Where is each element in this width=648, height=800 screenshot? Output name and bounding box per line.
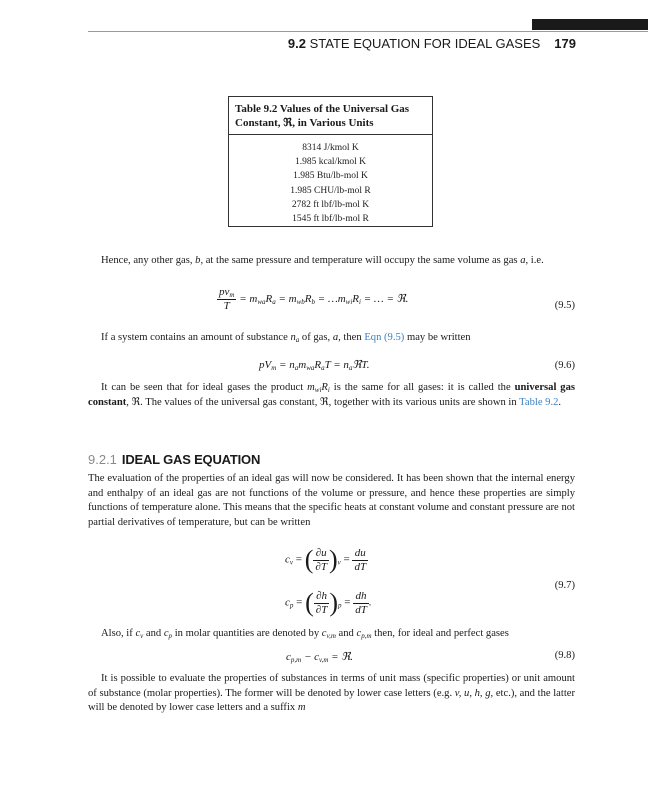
math: c: [163, 628, 169, 639]
paragraph: [88, 381, 575, 410]
math: = m: [275, 293, 297, 306]
math: v,m: [319, 656, 329, 664]
math: m: [229, 291, 235, 299]
math: c: [286, 651, 291, 663]
math: c: [356, 628, 362, 639]
math: i: [359, 298, 361, 307]
math: = ℜ.: [328, 651, 354, 663]
header-section-number: 9.2: [287, 36, 306, 51]
math: du: [352, 547, 368, 561]
text: etc.), and the latter will be denoted by lower case letters and a suffix: [88, 687, 575, 713]
eqn-9-5-link[interactable]: Eqn (9.5): [364, 332, 405, 343]
table-row: 8314 J/kmol K: [302, 143, 359, 153]
math: v: [140, 632, 144, 640]
math: = m: [239, 293, 258, 306]
text: .: [558, 396, 562, 408]
math: ∂T: [315, 603, 328, 616]
table-row: 1545 ft lbf/lb-mol R: [292, 214, 369, 225]
text: Hence, any other gas,: [101, 255, 196, 266]
text: and: [335, 628, 357, 639]
header-rule: [88, 31, 648, 32]
table-9-2: [228, 96, 433, 227]
table-row: 1.985 kcal/kmol K: [295, 157, 366, 168]
math: m: [297, 702, 306, 713]
math: m: [271, 364, 277, 372]
math: ∂h: [314, 590, 330, 604]
math: p: [338, 601, 342, 610]
math: v: [289, 558, 293, 567]
text: of gas,: [299, 332, 333, 343]
text: Also, if: [101, 628, 136, 639]
table-row: 2782 ft lbf/lb-mol K: [291, 199, 370, 210]
text: in molar quantities are denoted by: [172, 628, 322, 639]
math: ∂u: [313, 547, 329, 561]
math: R: [314, 359, 322, 371]
math: T = n: [324, 359, 349, 371]
text: It can be seen that for ideal gases the product: [101, 382, 308, 393]
table-title-line: Table 9.2 Values of the Universal Gas: [235, 103, 410, 115]
section-number: 9.2.1: [88, 452, 117, 467]
math: a: [348, 364, 353, 372]
equation-9-8: [286, 650, 353, 663]
math: a: [295, 336, 300, 344]
math: dT: [354, 560, 367, 573]
math: = …m: [315, 293, 346, 306]
text: If a system contains an amount of substance: [101, 332, 291, 343]
math: R: [265, 293, 273, 306]
math: a,: [332, 332, 341, 343]
table-rows: [229, 135, 432, 226]
math: v: [337, 558, 341, 567]
text: may be written: [404, 332, 471, 343]
math: m: [307, 382, 315, 393]
math: wi: [345, 298, 353, 307]
math: = n: [276, 359, 295, 371]
math: p,m: [361, 632, 372, 640]
paragraph: [88, 331, 575, 346]
table-9-2-link[interactable]: Table 9.2: [519, 396, 559, 408]
text: , at the same pressure and temperature will occupy the same volume as gas: [200, 255, 521, 266]
equation-9-7-cp: $c_p$ = ( $\frac{\partial h}{\partial T}$ )$_p$ = $\frac{dh}{dT}$ .: [285, 588, 372, 617]
math: ∂T: [315, 560, 327, 573]
table-row: 1.985 CHU/lb-mol R: [290, 185, 371, 196]
paragraph: [88, 627, 575, 642]
math: pV: [259, 359, 272, 371]
equation-number: (9.8): [554, 650, 575, 661]
text: It is possible to evaluate the properties of substances in terms of unit mass (specific properties) or unit amount of substance (molar properties). The former will be denoted by lower case letters (e.g.: [88, 673, 575, 699]
math: T: [223, 300, 230, 312]
paragraph: The evaluation of the properties of an ideal gas will now be considered. It has been shown that the internal energy and enthalpy of an ideal gas are not functions of the volume or pressure, and hence these properties are simply functions of temperature alone. This means that the specific heats at constant volume and constant pressure are not partial derivatives of temperature, but can be written: [88, 473, 575, 528]
math: b: [195, 255, 201, 266]
math: c: [285, 596, 290, 609]
math: n: [290, 332, 296, 343]
text: , i.e.: [525, 255, 544, 266]
term: universal gas constant: [88, 382, 576, 408]
page-number: 179: [554, 36, 576, 51]
paragraph: [88, 672, 575, 716]
math: c: [135, 628, 141, 639]
text: is the same for all gases: it is called the: [329, 382, 515, 393]
math: wa: [257, 298, 266, 307]
math: c: [285, 553, 290, 566]
equation-number: (9.6): [554, 360, 575, 371]
math: a: [321, 364, 325, 372]
math: wi: [314, 386, 322, 394]
math: wa: [306, 364, 315, 372]
text: then: [340, 332, 365, 343]
math: dT: [355, 603, 367, 616]
math: R: [304, 293, 312, 306]
math: v,m: [326, 632, 336, 640]
text: then, for ideal and perfect gases: [371, 628, 509, 639]
equation-9-7-cv: $c_v$ = ( $\frac{\partial u}{\partial T}$ )$_v$ = $\frac{du}{dT}$: [285, 545, 367, 574]
math: dh: [353, 590, 369, 604]
table-title-line: Constant, ℜ, in Various Units: [235, 117, 374, 129]
math: ℜT.: [352, 359, 370, 371]
equation-number: (9.5): [554, 300, 575, 311]
equation-number: (9.7): [554, 580, 575, 591]
math: b: [311, 298, 316, 307]
math: p,m: [290, 656, 302, 664]
math: a: [272, 298, 276, 307]
math: c: [321, 628, 327, 639]
math: a: [520, 255, 526, 266]
equation-9-6: [259, 358, 369, 371]
math: = … = ℜ.: [360, 293, 409, 306]
math: m: [298, 359, 307, 371]
math: p: [289, 601, 294, 610]
math: R: [321, 382, 328, 393]
math: i: [327, 386, 330, 394]
table-row: 1.985 Btu/lb-mol K: [293, 171, 368, 182]
section-title: IDEAL GAS EQUATION: [121, 452, 261, 467]
running-header: [280, 36, 576, 51]
section-heading: [88, 452, 260, 467]
paragraph: [88, 254, 575, 269]
math: R: [352, 293, 360, 306]
equation-9-5: [217, 286, 408, 313]
math: pv: [219, 286, 230, 298]
header-bar: [532, 19, 648, 30]
table-title: [229, 97, 432, 135]
math: wb: [296, 298, 305, 307]
text: and: [143, 628, 164, 639]
header-title: STATE EQUATION FOR IDEAL GASES: [309, 36, 541, 51]
math: v, u, h, g,: [454, 687, 494, 699]
text: , ℜ. The values of the universal gas constant, ℜ, together with its various units are shown in: [126, 396, 520, 408]
math: p: [168, 632, 173, 640]
math: − c: [301, 651, 320, 663]
math: a: [294, 364, 299, 372]
